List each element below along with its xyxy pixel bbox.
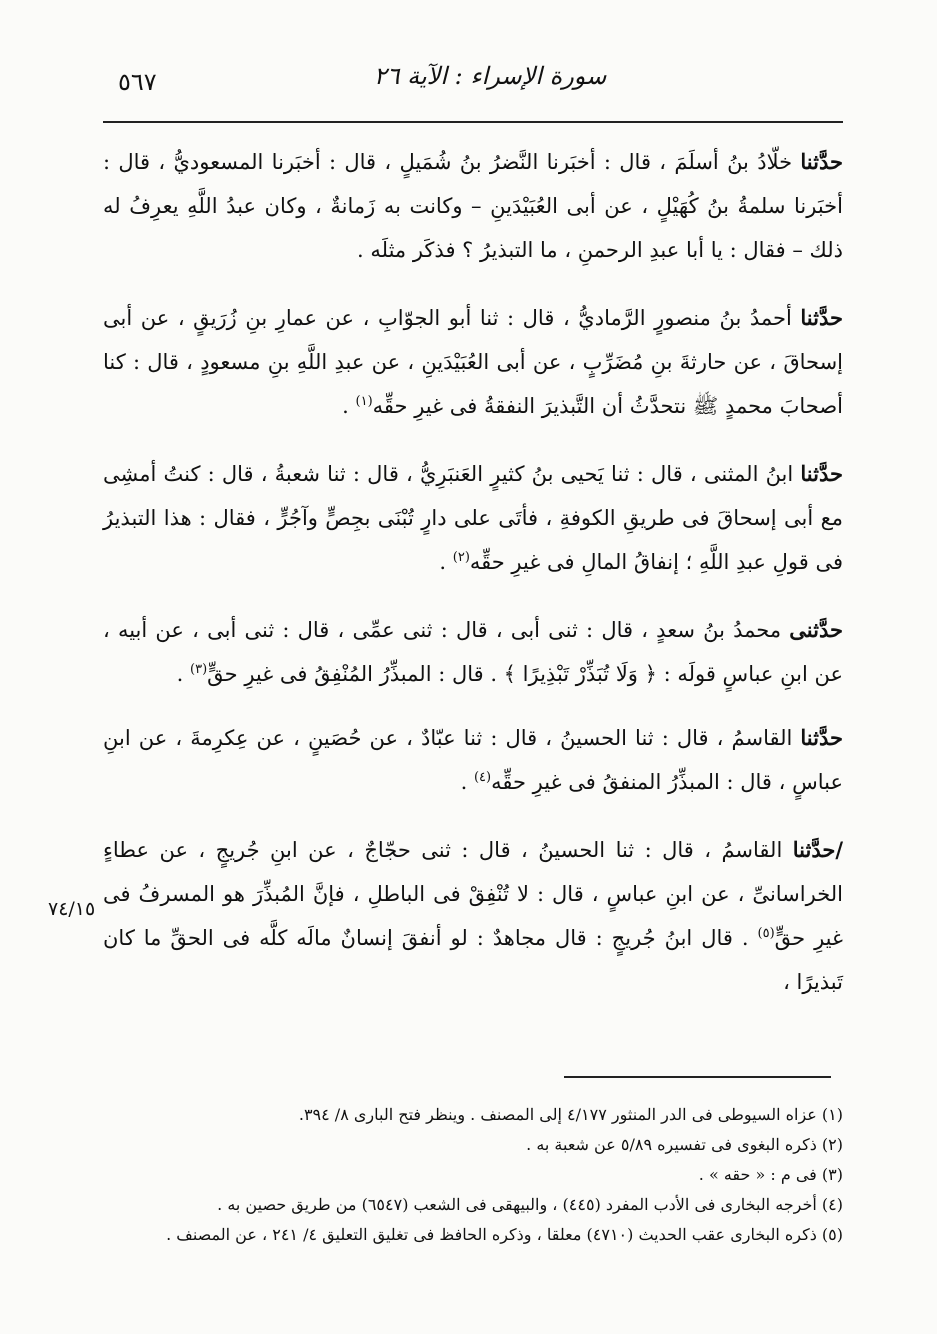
footnote-reference[interactable]: (٤) (473, 770, 492, 785)
footnotes (103, 1100, 843, 1250)
footnote-reference[interactable]: (٣) (190, 662, 208, 677)
footnote-rule (564, 1076, 831, 1078)
narration-paragraph (103, 716, 843, 804)
page-header (0, 62, 937, 102)
footnote-reference[interactable]: (١) (355, 394, 373, 409)
footnote: (٢) ذكره البغوى فى تفسيره ٥/٨٩ عن شعبة به . (526, 1135, 843, 1154)
footnote-reference[interactable]: (٢) (452, 550, 470, 565)
main-text (103, 140, 843, 1028)
running-title: سورة الإسراء : الآية ٢٦ (373, 62, 607, 90)
narration-lead: حدَّثنا (800, 305, 843, 330)
page-number: ٥٦٧ (118, 68, 157, 96)
narration-text: محمدُ بنُ سعدٍ ، قال : ثنى أبى ، قال : ثنى عمِّى ، قال : ثنى أبى ، عن أبيه ، عن ابنِ عباسٍ قولَه : ﴿ وَلَا تُبَذِّرْ تَبْذِيرًا ﴾ . قال : المبذِّرُ المُنْفِقُ فى غيرِ حقٍّ (103, 618, 843, 686)
margin-volume-page-note: ٧٤/١٥ (48, 898, 96, 920)
narration-text: القاسمُ ، قال : ثنا الحسينُ ، قال : ثنى حجّاجٌ ، عن ابنِ جُريجٍ ، عن عطاءٍ الخراسانىِّ ، عن ابنِ عباسٍ ، قال : لا تُنْفِقْ فى الباطلِ ، فإنَّ المُبذِّرَ هو المسرفُ فى غيرِ حقٍّ (103, 838, 843, 950)
narration-lead: حدَّثنا (800, 725, 843, 750)
footnote: (٥) ذكره البخارى عقب الحديث (٤٧١٠) معلقا ، وذكره الحافظ فى تغليق التعليق ٤/ ٢٤١ ، عن المصنف . (166, 1225, 843, 1244)
narration-text: خلّادُ بنُ أسلَمَ ، قال : أخبَرنا النَّضرُ بنُ شُمَيلٍ ، قال : أخبَرنا المسعوديُّ ، قال : أخبَرنا سلمةُ بنُ كُهَيْلٍ ، عن أبى العُبَيْدَينِ – وكانت به زَمانةٌ ، وكان عبدُ اللَّهِ يعرِفُ له ذلك – فقال : يا أبا عبدِ الرحمنِ ، ما التبذيرُ ؟ فذكَر مثلَه . (103, 150, 843, 262)
narration-lead: حدَّثنى (789, 617, 843, 642)
narration-paragraph (103, 828, 843, 1004)
narration-lead: حدَّثنا (792, 837, 836, 862)
header-rule (103, 121, 843, 123)
narration-text: القاسمُ ، قال : ثنا الحسينُ ، قال : ثنا عبّادٌ ، عن حُصَينٍ ، عن عِكرِمةَ ، عن ابنِ عباسٍ ، قال : المبذِّرُ المنفقُ فى غيرِ حقِّه (103, 726, 843, 794)
footnote: (٤) أخرجه البخارى فى الأدب المفرد (٤٤٥) ، والبيهقى فى الشعب (٦٥٤٧) من طريق حصين به . (217, 1195, 843, 1214)
narration-tail: . قال ابنُ جُريجٍ : قال مجاهدٌ : لو أنفقَ إنسانٌ مالَه كلَّه فى الحقِّ ما كان تَبذيرًا ، (103, 926, 843, 994)
page-break-mark: / (835, 837, 843, 862)
narration-paragraph (103, 140, 843, 272)
narration-lead: حدَّثنا (800, 461, 843, 486)
footnote: (١) عزاه السيوطى فى الدر المنثور ٤/١٧٧ إلى المصنف . وينظر فتح البارى ٨/ ٣٩٤. (298, 1105, 843, 1124)
narration-paragraph (103, 608, 843, 696)
narration-lead: حدَّثنا (800, 149, 843, 174)
narration-tail: . (176, 662, 191, 686)
footnote-reference[interactable]: (٥) (757, 926, 775, 941)
narration-paragraph (103, 452, 843, 584)
footnote: (٣) فى م : « حقه » . (698, 1165, 843, 1184)
narration-paragraph (103, 296, 843, 428)
narration-text: أحمدُ بنُ منصورٍ الرَّماديُّ ، قال : ثنا أبو الجوّابِ ، عن عمارِ بنِ زُرَيقٍ ، عن أبى إسحاقَ ، عن حارثةَ بنِ مُضَرِّبٍ ، عن أبى العُبَيْدَينِ ، عن عبدِ اللَّهِ بنِ مسعودٍ ، قال : كنا أصحابَ محمدٍ ﷺ نتحدَّثُ أن التَّبذيرَ النفقةُ فى غيرِ حقِّه (103, 306, 843, 418)
narration-tail: . (342, 394, 356, 418)
narration-text: ابنُ المثنى ، قال : ثنا يَحيى بنُ كثيرٍ العَنبَرِيُّ ، قال : ثنا شعبةُ ، قال : كنتُ أمشِى مع أبى إسحاقَ فى طريقِ الكوفةِ ، فأتَى على دارٍ تُبْنَى بجِصٍّ وآجُرٍّ ، فقال : هذا التبذيرُ فى قولِ عبدِ اللَّهِ ؛ إنفاقُ المالِ فى غيرِ حقِّه (103, 462, 843, 574)
narration-tail: . (439, 550, 453, 574)
narration-tail: . (460, 770, 474, 794)
